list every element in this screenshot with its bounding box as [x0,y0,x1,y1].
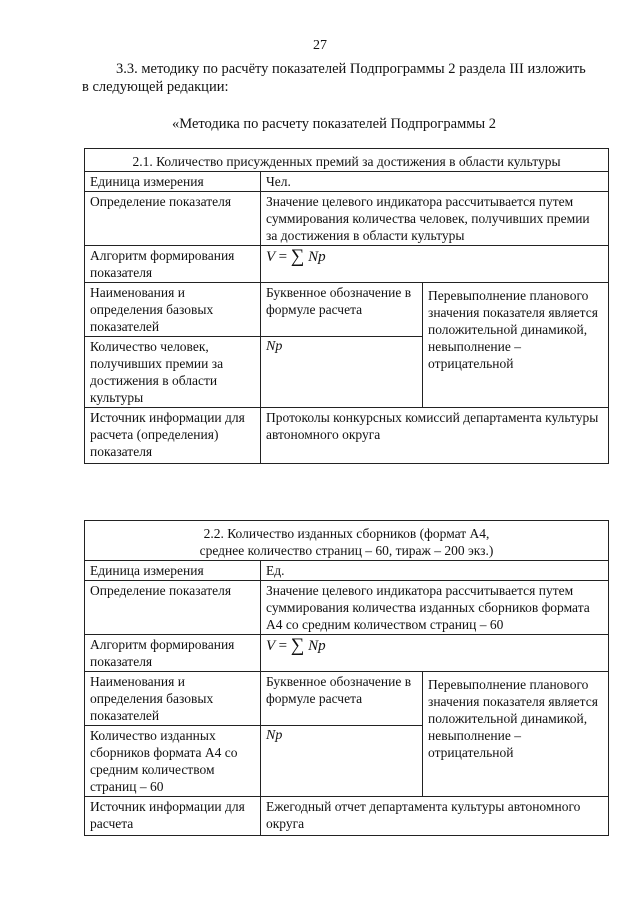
source-label: Источник информации для расчета [85,797,261,836]
letter-designation-label: Буквенное обозначение в формуле расчета [261,283,423,337]
intro-line-2: в следующей редакции: [82,79,229,95]
letter-designation-label: Буквенное обозначение в формуле расчета [261,672,423,726]
definition-value: Значение целевого индикатора рассчитывается путем суммирования количества изданных сборников формата А4 со средним количеством страниц – 60 [261,581,609,635]
unit-value: Ед. [261,561,609,581]
indicator-table-2-1 [84,148,609,464]
table-header-line-1: 2.2. Количество изданных сборников (формат А4, [203,526,490,541]
base-indicator-name: Количество изданных сборников формата А4 со средним количеством страниц – 60 [85,726,261,797]
base-indicator-name: Количество человек, получивших премии за достижения в области культуры [85,337,261,408]
base-names-label: Наименования и определения базовых показателей [85,283,261,337]
definition-label: Определение показателя [85,192,261,246]
source-value: Протоколы конкурсных комиссий департамента культуры автономного округа [261,408,609,464]
source-value: Ежегодный отчет департамента культуры автономного округа [261,797,609,836]
table-header [85,521,609,561]
table-header: 2.1. Количество присужденных премий за достижения в области культуры [85,149,609,172]
unit-label: Единица измерения [85,561,261,581]
intro-paragraph [82,60,602,96]
page-number: 27 [313,38,327,53]
indicator-table-2-2 [84,520,609,836]
definition-value: Значение целевого индикатора рассчитывается путем суммирования количества человек, получивших премии за достижения в области культуры [261,192,609,246]
dynamics-note: Перевыполнение планового значения показателя является положительной динамикой, невыполнение – отрицательной [423,283,609,408]
base-indicator-symbol: Np [261,337,423,408]
formula: V = ∑ Np [261,246,609,283]
unit-value: Чел. [261,172,609,192]
definition-label: Определение показателя [85,581,261,635]
table-header-line-2: среднее количество страниц – 60, тираж – 200 экз.) [199,543,494,558]
algorithm-label: Алгоритм формирования показателя [85,246,261,283]
method-title: «Методика по расчету показателей Подпрограммы 2 [172,116,497,132]
dynamics-note: Перевыполнение планового значения показателя является положительной динамикой, невыполнение – отрицательной [423,672,609,797]
algorithm-label: Алгоритм формирования показателя [85,635,261,672]
intro-line-1: 3.3. методику по расчёту показателей Подпрограммы 2 раздела III изложить [116,61,586,77]
unit-label: Единица измерения [85,172,261,192]
formula: V = ∑ Np [261,635,609,672]
base-names-label: Наименования и определения базовых показателей [85,672,261,726]
base-indicator-symbol: Np [261,726,423,797]
source-label: Источник информации для расчета (определения) показателя [85,408,261,464]
